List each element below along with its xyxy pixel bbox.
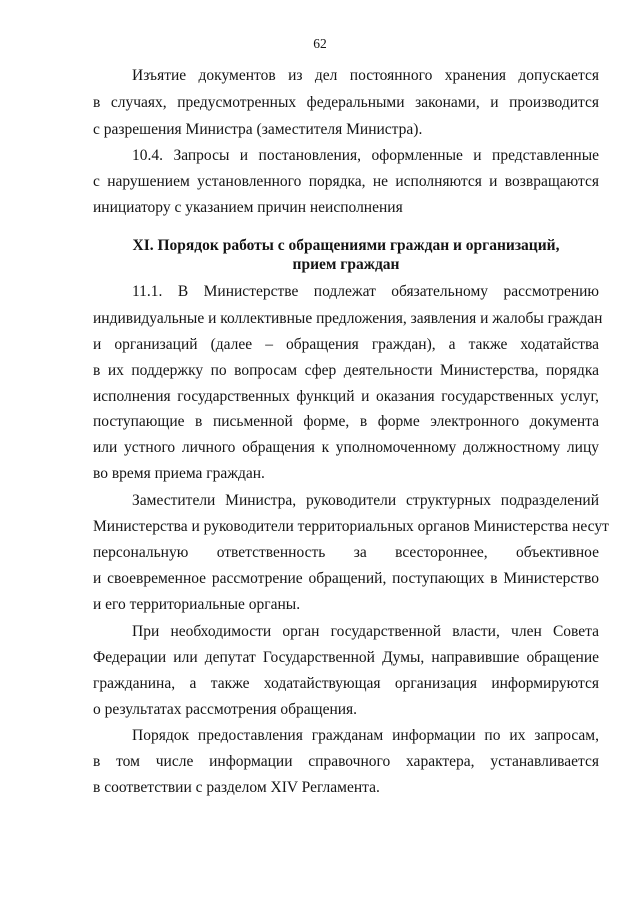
- paragraph-line: о результатах рассмотрения обращения.: [93, 701, 358, 718]
- paragraph-line: индивидуальные и коллективные предложения, заявления и жалобы граждан: [93, 310, 603, 327]
- section-heading: прием граждан: [292, 256, 400, 273]
- paragraph-line: исполнения государственных функций и оказания государственных услуг,: [93, 388, 599, 405]
- paragraph-line: 10.4. Запросы и постановления, оформленные и представленные: [132, 147, 599, 164]
- paragraph-line: инициатору с указанием причин неисполнения: [93, 199, 403, 216]
- paragraph-line: Министерства и руководители территориальных органов Министерства несут: [93, 518, 609, 535]
- paragraph-line: гражданина, а также ходатайствующая организация информируются: [93, 675, 599, 692]
- paragraph-line: и организаций (далее – обращения граждан), а также ходатайства: [93, 336, 599, 353]
- paragraph-line: При необходимости орган государственной власти, член Совета: [132, 623, 599, 640]
- paragraph-line: Федерации или депутат Государственной Думы, направившие обращение: [93, 649, 599, 666]
- paragraph-line: Заместители Министра, руководители структурных подразделений: [132, 492, 599, 509]
- paragraph-line: в их поддержку по вопросам сфер деятельности Министерства, порядка: [93, 362, 599, 379]
- paragraph-line: поступающие в письменной форме, в форме электронного документа: [93, 413, 599, 430]
- paragraph-line: 11.1. В Министерстве подлежат обязательному рассмотрению: [132, 283, 599, 300]
- paragraph-line: в соответствии с разделом XIV Регламента.: [93, 779, 380, 796]
- paragraph-line: в случаях, предусмотренных федеральными законами, и производится: [93, 94, 599, 111]
- paragraph-line: или устного личного обращения к уполномоченному должностному лицу: [93, 439, 599, 456]
- section-heading: XI. Порядок работы с обращениями граждан и организаций,: [132, 237, 560, 254]
- paragraph-line: Изъятие документов из дел постоянного хранения допускается: [132, 67, 599, 84]
- paragraph-line: во время приема граждан.: [93, 465, 265, 482]
- paragraph-line: с разрешения Министра (заместителя Министра).: [93, 121, 423, 138]
- paragraph-line: и своевременное рассмотрение обращений, поступающих в Министерство: [93, 570, 599, 587]
- page-number: 62: [313, 36, 327, 51]
- paragraph-line: и его территориальные органы.: [93, 596, 301, 613]
- paragraph-line: Порядок предоставления гражданам информации по их запросам,: [132, 727, 599, 744]
- paragraph-line: в том числе информации справочного характера, устанавливается: [93, 753, 599, 770]
- paragraph-line: с нарушением установленного порядка, не исполняются и возвращаются: [93, 173, 599, 190]
- paragraph-line: персональную ответственность за всестороннее, объективное: [93, 544, 599, 561]
